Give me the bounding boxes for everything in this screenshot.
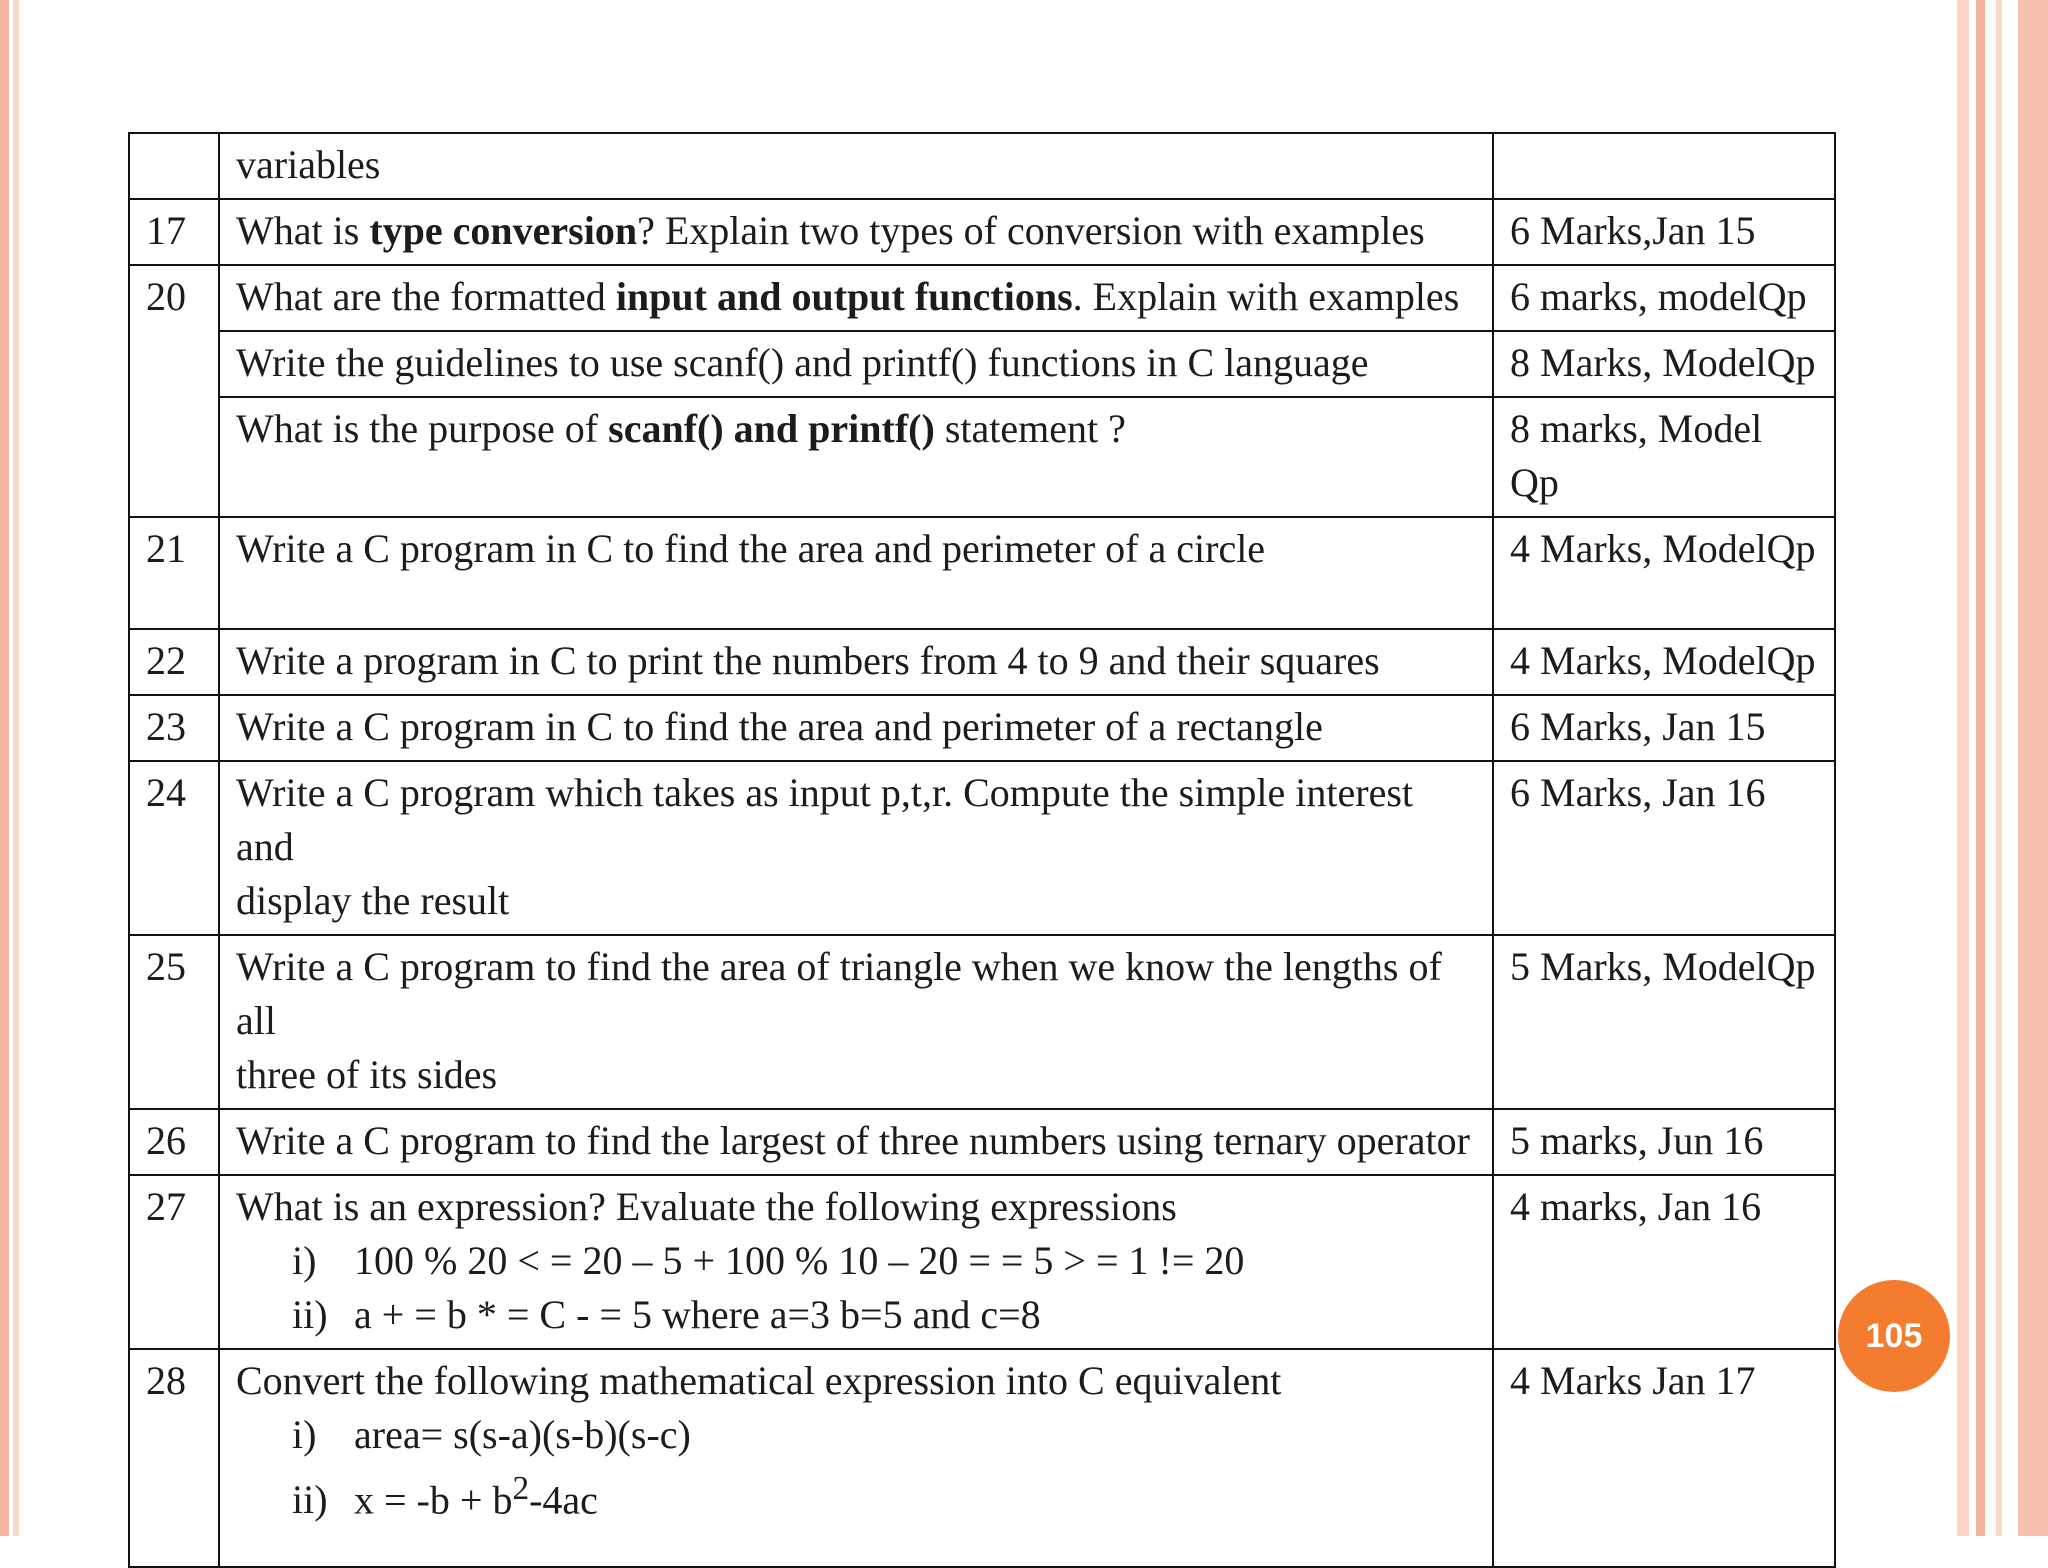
question-text: Write the guidelines to use scanf() and printf() functions in C language (219, 331, 1493, 397)
table-row (129, 761, 1835, 935)
right-border-stripe (1976, 0, 1985, 1536)
right-border-stripe (1957, 0, 1969, 1536)
right-border-stripe (1996, 0, 2002, 1536)
table-row (129, 695, 1835, 761)
marks-cell: 6 Marks, Jan 16 (1493, 761, 1835, 935)
sub-item: i) 100 % 20 < = 20 – 5 + 100 % 10 – 20 = = 5 > = 1 != 20 (292, 1238, 1245, 1283)
question-number: 21 (129, 517, 219, 629)
question-number: 27 (129, 1175, 219, 1349)
table-row (129, 1175, 1835, 1349)
question-keyword: scanf() and printf() (608, 406, 935, 451)
question-number: 20 (129, 265, 219, 517)
question-keyword: input and output functions (615, 274, 1073, 319)
question-number: 24 (129, 761, 219, 935)
question-keyword: type conversion (369, 208, 638, 253)
question-text: variables (219, 133, 1493, 199)
question-text: What is type conversion? Explain two types of conversion with examples (219, 199, 1493, 265)
sub-item: ii) $x = -b + b^2-4ac$ (292, 1470, 598, 1523)
marks-cell: 4 Marks, ModelQp (1493, 517, 1835, 629)
marks-cell: 5 marks, Jun 16 (1493, 1109, 1835, 1175)
question-number: 17 (129, 199, 219, 265)
question-table (128, 132, 1836, 1568)
question-number: 22 (129, 629, 219, 695)
question-text: What is an expression? Evaluate the following expressions i) 100 % 20 < = 20 – 5 + 100 % 10 – 20 = = 5 > = 1 != 20 ii) a + = b * = C - = 5 where a=3 b=5 and c=8 (219, 1175, 1493, 1349)
marks-cell: 5 Marks, ModelQp (1493, 935, 1835, 1109)
marks-cell: 6 marks, modelQp (1493, 265, 1835, 331)
marks-cell: 6 Marks,Jan 15 (1493, 199, 1835, 265)
marks-cell: 4 Marks Jan 17 (1493, 1349, 1835, 1567)
left-border-stripe-thin (13, 0, 19, 1536)
sub-item: ii) a + = b * = C - = 5 where a=3 b=5 and c=8 (292, 1292, 1041, 1337)
page-number-badge: 105 (1838, 1280, 1950, 1392)
table-row (129, 397, 1835, 517)
marks-cell: 6 Marks, Jan 15 (1493, 695, 1835, 761)
marks-cell: 4 Marks, ModelQp (1493, 629, 1835, 695)
table-row (129, 517, 1835, 629)
table-row (129, 935, 1835, 1109)
question-number: 23 (129, 695, 219, 761)
marks-cell (1493, 133, 1835, 199)
table-row (129, 265, 1835, 331)
marks-cell: 8 marks, Model Qp (1493, 397, 1835, 517)
right-border-stripe (2018, 0, 2048, 1536)
table-row (129, 331, 1835, 397)
left-border-stripe (0, 0, 9, 1536)
table-row (129, 199, 1835, 265)
question-text: Convert the following mathematical expression into C equivalent i) area= s(s-a)(s-b)(s-c) ii) $x = -b + b^2-4ac$ (219, 1349, 1493, 1567)
question-text: Write a C program to find the largest of three numbers using ternary operator (219, 1109, 1493, 1175)
question-number: 28 (129, 1349, 219, 1567)
question-text: Write a C program which takes as input p,t,r. Compute the simple interest and display the result (219, 761, 1493, 935)
question-text: What are the formatted input and output functions. Explain with examples (219, 265, 1493, 331)
question-text: Write a C program in C to find the area and perimeter of a circle (219, 517, 1493, 629)
question-number (129, 133, 219, 199)
table-row (129, 629, 1835, 695)
table-row (129, 1349, 1835, 1567)
question-number: 25 (129, 935, 219, 1109)
question-text: Write a program in C to print the numbers from 4 to 9 and their squares (219, 629, 1493, 695)
marks-cell: 8 Marks, ModelQp (1493, 331, 1835, 397)
question-number: 26 (129, 1109, 219, 1175)
question-text: Write a C program in C to find the area and perimeter of a rectangle (219, 695, 1493, 761)
sub-item: i) area= s(s-a)(s-b)(s-c) (292, 1412, 691, 1457)
table-row (129, 1109, 1835, 1175)
question-text: Write a C program to find the area of triangle when we know the lengths of all three of its sides (219, 935, 1493, 1109)
question-text: What is the purpose of scanf() and printf() statement ? (219, 397, 1493, 517)
marks-cell: 4 marks, Jan 16 (1493, 1175, 1835, 1349)
table-row (129, 133, 1835, 199)
